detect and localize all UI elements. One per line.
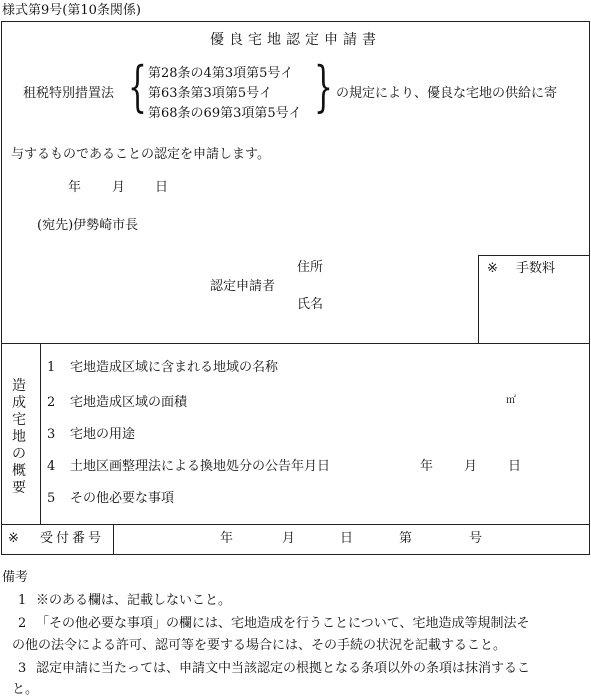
overview-item-num: 5 [47,491,56,506]
overview-item-num: 3 [47,427,56,442]
receipt-divider [113,524,114,554]
overview-item-text: 宅地造成区域の面積 [70,395,188,410]
overview-item-num: 1 [47,360,56,375]
overview-item-text: 宅地の用途 [70,427,136,442]
note-line: 認定申請に当たっては、申請文中当該認定の根拠となる条項以外の条項は抹消するこ [36,661,531,676]
receipt-gou: 号 [469,531,483,546]
overview-item-text: 宅地造成区域に含まれる地域の名称 [70,360,279,375]
fee-box-left [478,255,479,343]
overview-divider [40,343,41,524]
notes-heading: 備考 [2,570,29,585]
law-continuation: 与するものであることの認定を申請します。 [11,147,270,162]
overview-item-text: その他必要な事項 [70,491,175,506]
addressee: (宛先)伊勢崎市長 [37,218,139,233]
overview-vertical-label: 造 成 宅 地 の 概 要 [12,378,26,496]
note-num: 1 [18,593,27,608]
announce-year: 年 [420,459,434,474]
announce-month: 月 [464,459,478,474]
law-clause: 第28条の4第3項第5号イ [148,66,294,81]
law-clause: 第68条の69第3項第5号イ [148,106,302,121]
announce-day: 日 [508,459,522,474]
frame-right [589,21,590,554]
law-text-after: の規定により、優良な宅地の供給に寄 [336,86,558,101]
receipt-dai: 第 [399,531,413,546]
receipt-mark: ※ [8,531,19,546]
receipt-year: 年 [220,531,234,546]
receipt-day: 日 [340,531,354,546]
date-year: 年 [68,180,82,195]
fee-box-top [478,255,589,256]
note-line: の他の法令による許可、認可等を要する場合には、その手続の状況を記載すること。 [12,638,507,653]
receipt-top [1,524,590,525]
overview-top [1,343,590,344]
form-title: 優良宅地認定申請書 [210,32,381,48]
note-num: 2 [18,616,27,631]
note-num: 3 [18,661,27,676]
law-name: 租税特別措置法 [23,86,115,101]
fee-mark: ※ [487,261,498,276]
fee-label: 手数料 [516,261,556,276]
receipt-month: 月 [282,531,296,546]
date-day: 日 [155,180,169,195]
overview-item-num: 2 [47,395,56,410]
name-label: 氏名 [297,297,324,312]
note-line: 「その他必要な事項」の欄には、宅地造成を行うことについて、宅地造成等規制法そ [36,616,530,631]
date-month: 月 [112,180,126,195]
overview-item-num: 4 [47,459,56,474]
left-brace: { [128,55,147,118]
form-number: 様式第9号(第10条関係) [2,3,141,18]
law-clause: 第63条第3項第5号イ [148,86,273,101]
applicant-role: 認定申請者 [210,279,276,294]
frame-left [1,21,2,554]
frame-top [1,21,590,22]
right-brace: } [314,55,333,118]
receipt-label: 受付番号 [40,531,105,546]
note-line: ※のある欄は、記載しないこと。 [36,593,232,608]
frame-bottom [1,554,590,555]
area-unit: ㎡ [506,395,516,406]
overview-item-text: 土地区画整理法による換地処分の公告年月日 [70,459,331,474]
note-line: と。 [12,682,39,697]
address-label: 住所 [297,260,324,275]
